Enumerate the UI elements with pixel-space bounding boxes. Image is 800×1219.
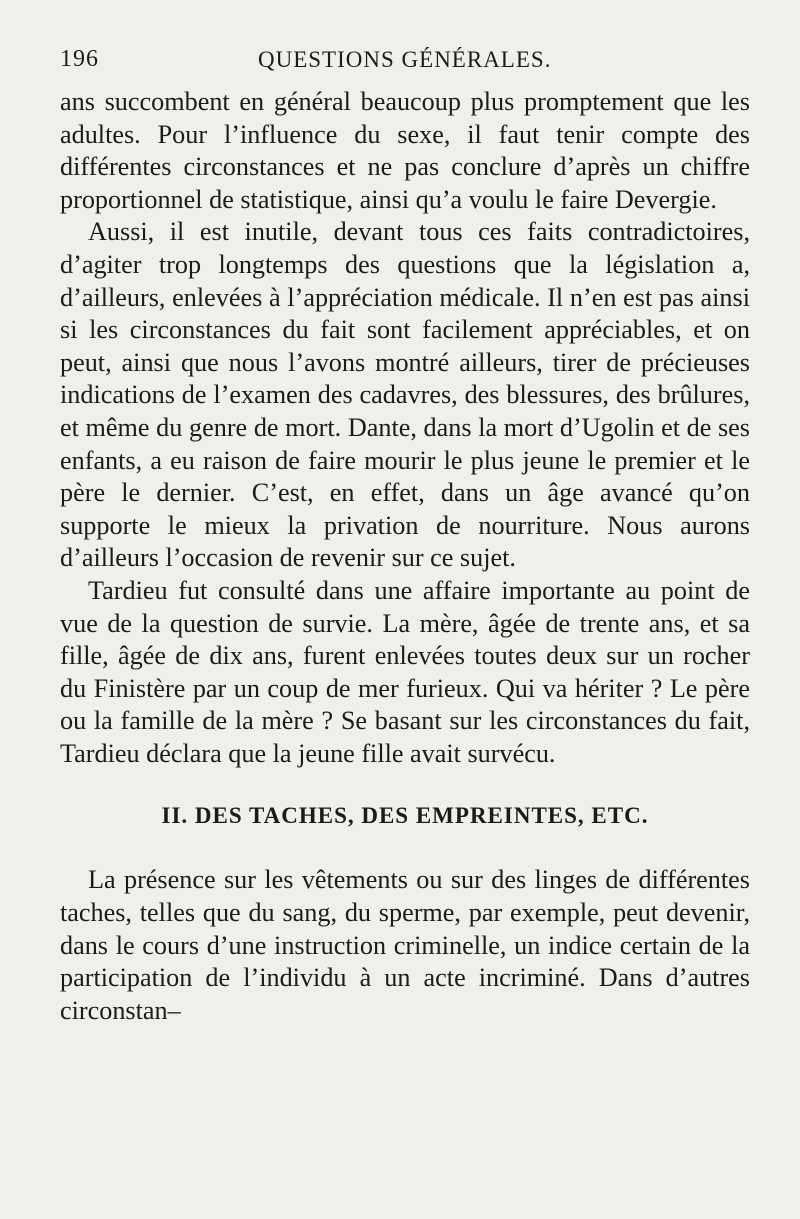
paragraph-2: Aussi, il est inutile, devant tous ces faits contradictoires, d’agiter trop longtemps des questions que la législation a, d’ailleurs, enlevées à l’appréciation médicale. Il n’en est pas ainsi si les circonstances du fait sont facilement appréciables, et on peut, ainsi que nous l’avons montré ailleurs, tirer de précieuses indications de l’examen des cadavres, des blessures, des brûlures, et même du genre de mort. Dante, dans la mort d’Ugolin et de ses enfants, a eu raison de faire mourir le plus jeune le premier et le père le dernier. C’est, en effet, dans un âge avancé qu’on supporte le mieux la privation de nourriture. Nous aurons d’ailleurs l’occasion de revenir sur ce sujet. [60,217,750,573]
section-heading: II. DES TACHES, DES EMPREINTES, ETC. [161,803,649,829]
paragraph-1: ans succombent en général beaucoup plus promptement que les adultes. Pour l’influence du sexe, il faut tenir compte des différentes circonstances et ne pas conclure d’après un chiffre proportionnel de statistique, ainsi qu’a voulu le faire Devergie. [60,87,750,214]
section-paragraph: La présence sur les vêtements ou sur des linges de différentes taches, telles que du sang, du sperme, par exemple, peut devenir, dans le cours d’une instruction criminelle, un indice certain de la participation de l’individu à un acte incriminé. Dans d’autres circonstan– [60,865,750,1025]
page-number: 196 [60,46,99,72]
running-head [58,44,748,78]
body-text [60,86,750,1027]
running-title: QUESTIONS GÉNÉRALES. [258,47,552,72]
paragraph-3: Tardieu fut consulté dans une affaire importante au point de vue de la question de survie. La mère, âgée de trente ans, et sa fille, âgée de dix ans, furent enlevées toutes deux sur un rocher du Finistère par un coup de mer furieux. Qui va hériter ? Le père ou la famille de la mère ? Se basant sur les circonstances du fait, Tardieu déclara que la jeune fille avait survécu. [60,575,750,768]
